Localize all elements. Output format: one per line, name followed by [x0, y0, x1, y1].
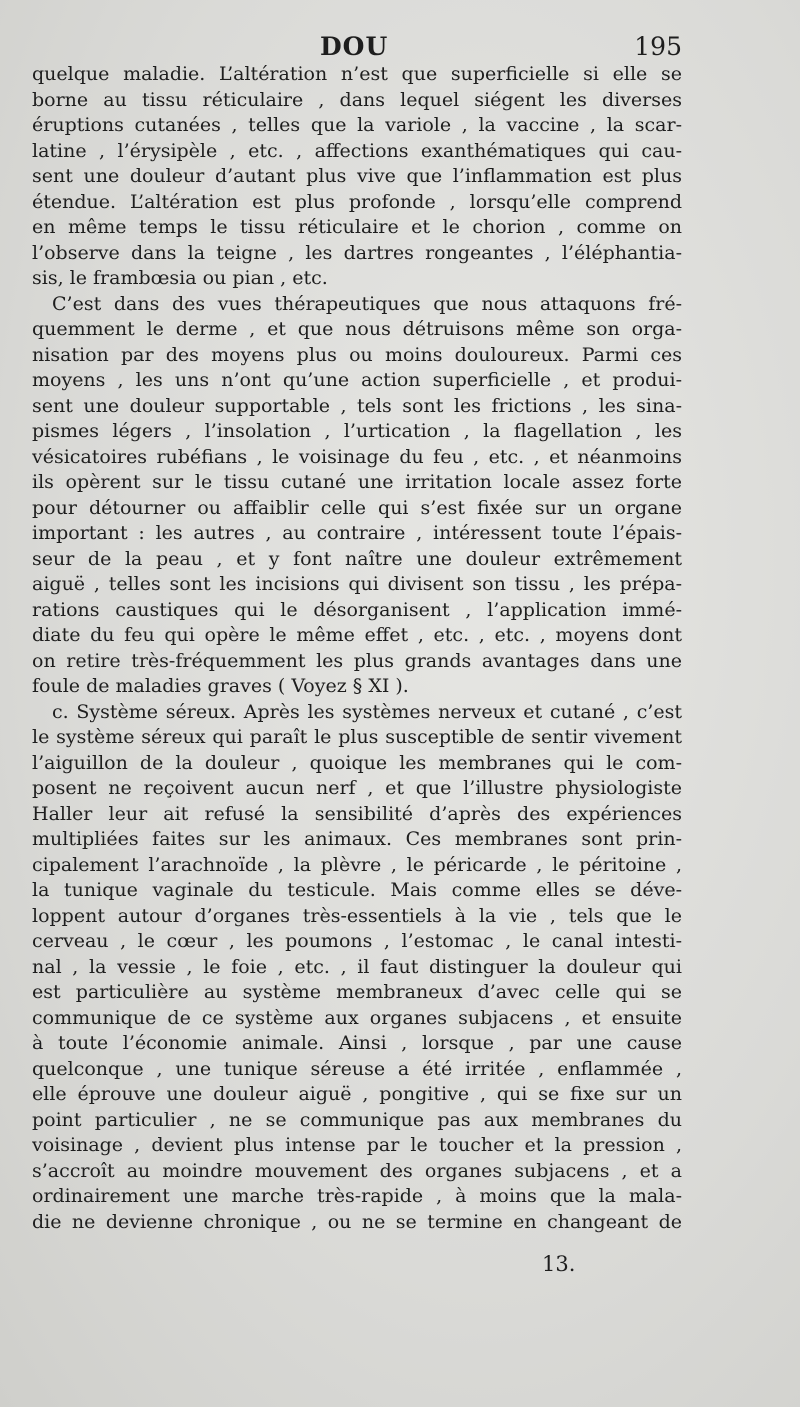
text-line: sent une douleur supportable , tels sont les frictions , les sina-	[32, 394, 682, 417]
text-line: sent une douleur d’autant plus vive que l’inflammation est plus	[32, 165, 682, 187]
text-line: moyens , les uns n’ont qu’une action superficielle , et produi-	[32, 369, 682, 391]
text-line: posent ne reçoivent aucun nerf , et que l’illustre physiologiste	[32, 777, 682, 799]
text-line: important : les autres , au contraire , intéressent toute l’épais-	[32, 522, 682, 544]
text-line: on retire très-fréquemment les plus grands avantages dans une	[32, 649, 682, 672]
text-line: multipliées faites sur les animaux. Ces membranes sont prin-	[32, 828, 682, 850]
text-line: point particulier , ne se communique pas aux membranes du	[32, 1108, 682, 1131]
text-line: à toute l’économie animale. Ainsi , lorsque , par une cause	[32, 1032, 682, 1054]
text-line: c. Système séreux. Après les systèmes nerveux et cutané , c’est	[52, 700, 682, 723]
text-line: cipalement l’arachnoïde , la plèvre , le péricarde , le péritoine ,	[32, 853, 682, 876]
text-line: en même temps le tissu réticulaire et le chorion , comme on	[32, 216, 682, 238]
text-line: die ne devienne chronique , ou ne se termine en changeant de	[32, 1210, 682, 1233]
text-line: C’est dans des vues thérapeutiques que nous attaquons fré-	[52, 292, 682, 315]
text-line: pour détourner ou affaiblir celle qui s’est fixée sur un organe	[32, 496, 682, 519]
text-line: loppent autour d’organes très-essentiels à la vie , tels que le	[32, 904, 682, 927]
text-line: rations caustiques qui le désorganisent , l’application immé-	[32, 598, 682, 621]
text-line: latine , l’érysipèle , etc. , affections exanthématiques qui cau-	[32, 139, 682, 162]
running-head: DOU	[320, 32, 389, 61]
text-line: seur de la peau , et y font naître une douleur extrêmement	[32, 547, 682, 570]
text-line: communique de ce système aux organes subjacens , et ensuite	[32, 1006, 682, 1029]
text-line: quelque maladie. L’altération n’est que superficielle si elle se	[32, 63, 682, 85]
text-line: nisation par des moyens plus ou moins douloureux. Parmi ces	[32, 343, 682, 366]
text-line: nal , la vessie , le foie , etc. , il faut distinguer la douleur qui	[32, 955, 682, 978]
text-line: ils opèrent sur le tissu cutané une irritation locale assez forte	[32, 471, 682, 493]
page-header	[32, 30, 682, 66]
text-line: l’aiguillon de la douleur , quoique les membranes qui le com-	[32, 751, 682, 774]
text-line: vésicatoires rubéfians , le voisinage du feu , etc. , et néanmoins	[32, 445, 682, 468]
text-line: quelconque , une tunique séreuse a été irritée , enflammée ,	[32, 1057, 682, 1080]
text-line: diate du feu qui opère le même effet , etc. , etc. , moyens dont	[32, 624, 682, 646]
text-line: pismes légers , l’insolation , l’urtication , la flagellation , les	[32, 420, 682, 442]
text-line: éruptions cutanées , telles que la variole , la vaccine , la scar-	[32, 114, 682, 136]
text-line: aiguë , telles sont les incisions qui divisent son tissu , les prépa-	[32, 573, 682, 595]
signature-mark: 13.	[542, 1252, 576, 1276]
body-text	[32, 62, 682, 1235]
text-line: la tunique vaginale du testicule. Mais comme elles se déve-	[32, 879, 682, 901]
text-line: ordinairement une marche très-rapide , à moins que la mala-	[32, 1185, 682, 1207]
text-line: est particulière au système membraneux d’avec celle qui se	[32, 981, 682, 1003]
text-line: foule de maladies graves ( Voyez § XI ).	[32, 675, 409, 697]
text-line: cerveau , le cœur , les poumons , l’estomac , le canal intesti-	[32, 930, 682, 952]
text-line: étendue. L’altération est plus profonde , lorsqu’elle comprend	[32, 190, 682, 213]
text-line: s’accroît au moindre mouvement des organes subjacens , et a	[32, 1159, 682, 1182]
text-line: quemment le derme , et que nous détruisons même son orga-	[32, 318, 682, 340]
text-line: le système séreux qui paraît le plus susceptible de sentir vivement	[32, 726, 682, 748]
text-line: elle éprouve une douleur aiguë , pongitive , qui se fixe sur un	[32, 1083, 682, 1105]
text-line: sis, le frambœsia ou pian , etc.	[32, 267, 328, 289]
text-line: l’observe dans la teigne , les dartres rongeantes , l’éléphantia-	[32, 241, 682, 264]
text-line: voisinage , devient plus intense par le toucher et la pression ,	[32, 1134, 682, 1156]
page-number: 195	[634, 32, 682, 61]
text-line: Haller leur ait refusé la sensibilité d’après des expériences	[32, 802, 682, 825]
text-line: borne au tissu réticulaire , dans lequel siégent les diverses	[32, 88, 682, 111]
